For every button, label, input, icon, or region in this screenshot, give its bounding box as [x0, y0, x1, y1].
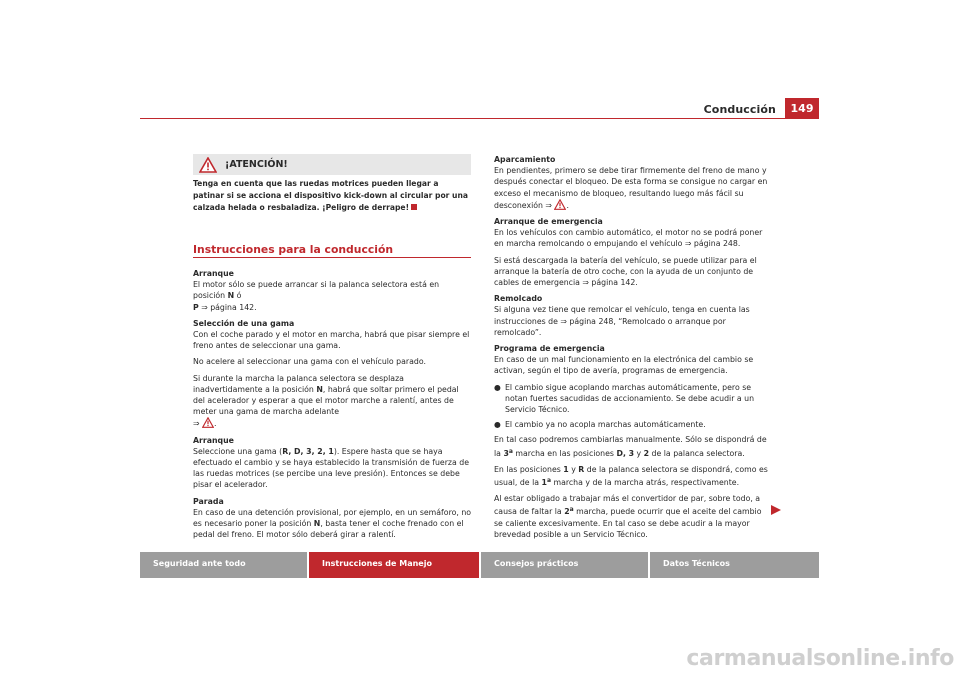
paragraph: Si alguna vez tiene que remolcar el vehículo, tenga en cuenta las instrucciones de ⇒ página 248, “Remolcado o arranque por remolcado”.: [494, 305, 750, 337]
paragraph: Al estar obligado a trabajar más el convertidor de par, sobre todo, a causa de faltar la 2$^a$ marcha, puede ocurrir que el aceite del cambio se caliente excesivamente. En tal caso se debe acudir a la mayor brevedad posible a un Servicio Técnico.: [494, 494, 762, 539]
bullet-item: ● El cambio ya no acopla marchas automáticamente.: [494, 420, 706, 430]
bullet-icon: ●: [494, 382, 501, 392]
tab-datos-tecnicos[interactable]: Datos Técnicos: [650, 552, 819, 578]
paragraph: No acelere al seleccionar una gama con el vehículo parado.: [193, 357, 426, 367]
subheading-emergencia: Arranque de emergencia: [494, 217, 603, 227]
subheading-arranque: Arranque: [193, 269, 234, 278]
subheading-remolcado: Remolcado: [494, 294, 543, 304]
section-heading: Instrucciones para la conducción: [193, 243, 394, 256]
warning-triangle-icon: [202, 417, 214, 428]
paragraph: En caso de una detención provisional, por ejemplo, en un semáforo, no es necesario poner la posición N, basta tener el coche frenado con el pedal del freno. El motor sólo deberá girar a ralentí.: [193, 507, 472, 540]
bullet-icon: ●: [494, 420, 501, 430]
tab-instrucciones-active[interactable]: Instrucciones de Manejo: [309, 552, 479, 578]
subheading-programa: Programa de emergencia: [494, 344, 605, 354]
subheading-seleccion: Selección de una gama: [193, 318, 295, 328]
paragraph: En tal caso podremos cambiarlas manualmente. Sólo se dispondrá de la 3$^a$ marcha en las posiciones D, 3 y 2 de la palanca selectora.: [494, 435, 767, 458]
page-number: 149: [785, 98, 819, 118]
warning-title: ¡ATENCIÓN!: [225, 159, 288, 170]
warning-link[interactable]: ⇒: [193, 419, 214, 428]
subheading-parada: Parada: [193, 496, 224, 506]
right-column: [494, 154, 770, 545]
paragraph: Si durante la marcha la palanca selectora se desplaza inadvertidamente a la posición N, habrá que soltar primero el pedal del acelerador y esperar a que el motor marche a ralentí, antes de meter una gama de marcha adelante ⇒ .: [193, 373, 459, 429]
paragraph: En caso de un mal funcionamiento en la electrónica del cambio se activan, según el tipo de avería, programas de emergencia.: [494, 355, 754, 376]
header-rule: [140, 118, 819, 119]
section-rule: [193, 257, 471, 258]
tab-consejos[interactable]: Consejos prácticos: [481, 552, 648, 578]
paragraph: Con el coche parado y el motor en marcha, habrá que pisar siempre el freno antes de seleccionar una gama.: [193, 330, 470, 351]
paragraph: En los vehículos con cambio automático, el motor no se podrá poner en marcha remolcando o empujando el vehículo ⇒ página 248.: [494, 228, 763, 249]
page-link[interactable]: ⇒ página 142.: [198, 302, 257, 312]
paragraph: Seleccione una gama (R, D, 3, 2, 1). Espere hasta que se haya efectuado el cambio y se haya establecido la transmisión de fuerza de las ruedas motrices (se percibe una leve presión). Entonces se debe pisar el acelerador.: [193, 446, 469, 490]
subheading-aparcamiento: Aparcamiento: [494, 155, 556, 164]
left-column: [193, 268, 473, 545]
paragraph: El motor sólo se puede arrancar si la palanca selectora está en posición N ó P ⇒ página 142.: [193, 280, 440, 312]
end-mark-icon: [411, 204, 417, 210]
warning-triangle-icon[interactable]: [554, 199, 566, 210]
paragraph: Si está descargada la batería del vehículo, se puede utilizar para el arranque la batería de otro coche, con la ayuda de un conjunto de cables de emergencia ⇒ página 142.: [494, 255, 757, 288]
tab-seguridad[interactable]: Seguridad ante todo: [140, 552, 307, 578]
warning-triangle-icon: [199, 157, 217, 173]
next-page-arrow-icon[interactable]: [770, 504, 782, 516]
paragraph: En pendientes, primero se debe tirar firmemente del freno de mano y después conectar el bloqueo. De esta forma se consigue no cargar en exceso el mecanismo de bloqueo, resultando luego más fácil su desconexión ⇒ .: [494, 166, 768, 210]
chapter-title: Conducción: [703, 103, 776, 116]
bullet-item: ● El cambio sigue acoplando marchas automáticamente, pero se notan fuertes sacudidas de accionamiento. Se debe acudir a un Servicio Técnico.: [494, 382, 755, 415]
warning-box: [193, 154, 471, 219]
subheading-arranque: Arranque: [193, 435, 234, 445]
paragraph: En las posiciones 1 y R de la palanca selectora se dispondrá, como es usual, de la 1$^a$ marcha y de la marcha atrás, respectivamente.: [494, 464, 768, 488]
watermark: carmanualsonline.info: [686, 646, 954, 671]
warning-header: [193, 154, 471, 175]
warning-text: Tenga en cuenta que las ruedas motrices pueden llegar a patinar si se acciona el dispositivo kick-down al circular por una calzada helada o resbaladiza. ¡Peligro de derrape!: [193, 179, 468, 212]
